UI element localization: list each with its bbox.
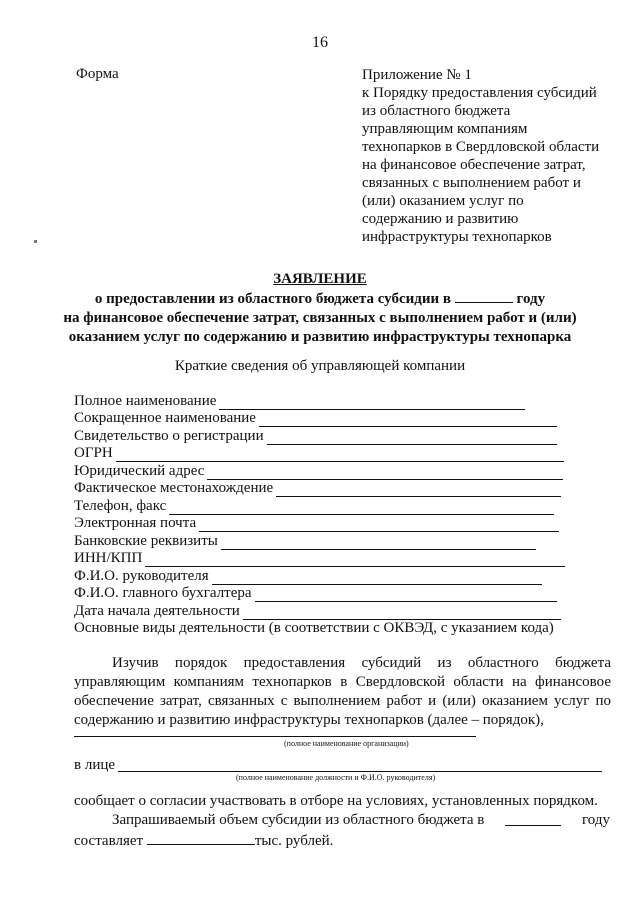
field-label: Свидетельство о регистрации [74,427,264,444]
field-phone-fax [74,497,574,515]
page-number: 16 [312,34,328,51]
field-line[interactable] [267,432,557,445]
field-main-activities [74,620,574,638]
company-info-fields [74,392,574,637]
field-bank-details [74,532,574,550]
field-line[interactable] [221,537,536,550]
request-line-2 [74,831,333,850]
field-legal-address [74,462,574,480]
field-label: Ф.И.О. руководителя [74,567,209,584]
request-line-1-text: Запрашиваемый объем субсидии из областного бюджета в [112,812,485,828]
appendix-line: к Порядку предоставления субсидий [362,85,597,101]
field-label: Сокращенное наименование [74,410,256,426]
field-inn-kpp [74,550,574,568]
field-ogrn [74,445,574,463]
request-line-2-text: составляет [74,833,144,849]
heading-line-3: оказанием услуг по содержанию и развитию инфраструктуры технопарка [68,329,572,345]
heading-line-2: на финансовое обеспечение затрат, связанных с выполнением работ и (или) [63,310,577,326]
field-line[interactable] [116,449,564,462]
field-line[interactable] [199,519,559,532]
appendix-line: из областного бюджета [362,103,511,119]
field-registration-certificate [74,427,574,445]
field-label: ИНН/КПП [74,550,143,566]
field-line[interactable] [243,607,561,620]
appendix-line: на финансовое обеспечение затрат, [362,157,586,173]
request-year-blank[interactable] [505,812,561,826]
company-info-heading: Краткие сведения об управляющей компании [174,358,466,374]
heading-line-1 [0,289,640,309]
appendix-line: технопарков в Свердловской области [362,139,600,155]
request-amount-blank[interactable] [147,831,255,845]
field-director-name [74,567,574,585]
request-line-1 [112,812,610,829]
field-start-date [74,602,574,620]
appendix-line: (или) оказанием услуг по [362,193,524,209]
document-title: ЗАЯВЛЕНИЕ [273,271,367,287]
field-line[interactable] [207,467,563,480]
appendix-line: связанных с выполнением работ и [362,175,581,191]
request-line-2-unit: тыс. рублей. [254,833,334,849]
field-accountant-name [74,585,574,603]
field-label: Дата начала деятельности [74,602,240,619]
field-line[interactable] [259,414,557,427]
heading-line-1-year: году [516,291,546,307]
field-line[interactable] [255,589,557,602]
organization-name-caption: (полное наименование организации) [284,739,409,748]
scan-mark [34,240,37,243]
field-label: Электронная почта [74,515,197,531]
field-label: Основные виды деятельности (в соответствии с ОКВЭД, с указанием кода) [74,620,554,636]
field-label: Телефон, факс [74,497,167,514]
field-full-name [74,392,574,410]
request-line-1-year: году [582,812,610,828]
field-label: Полное наименование [74,392,217,409]
document-heading [0,270,640,347]
appendix-line: содержанию и развитию [362,211,519,227]
consent-line: сообщает о согласии участвовать в отборе на условиях, установленных порядком. [74,793,598,809]
appendix-line: управляющим компаниям [362,121,528,137]
appendix-line: инфраструктуры технопарков [362,229,552,245]
field-label: ОГРН [74,445,113,461]
field-line[interactable] [169,502,554,515]
field-line[interactable] [276,484,561,497]
year-blank[interactable] [455,289,513,303]
field-line[interactable] [219,397,525,410]
appendix-block [362,66,599,246]
in-person-label: в лице [74,757,116,773]
field-email [74,515,574,533]
study-paragraph [74,654,611,730]
field-line[interactable] [145,554,565,567]
field-line[interactable] [212,572,542,585]
director-caption: (полное наименование должности и Ф.И.О. руководителя) [236,773,436,782]
field-label: Фактическое местонахождение [74,480,274,496]
field-actual-location [74,480,574,498]
appendix-line: Приложение № 1 [362,67,472,83]
field-label: Банковские реквизиты [74,532,218,549]
study-paragraph-text: Изучив порядок предоставления субсидий из областного бюджета управляющим компаниям технопарков в Свердловской области на финансовое обеспечение затрат, связанных с выполнением работ и (или) оказанием услуг по содержанию и развитию инфраструктуры технопарков (далее – порядок), [74,655,611,728]
form-label: Форма [76,66,119,82]
field-label: Ф.И.О. главного бухгалтера [74,585,252,601]
director-line[interactable] [118,771,602,772]
field-short-name [74,410,574,428]
organization-name-line[interactable] [74,736,476,737]
heading-line-1-text: о предоставлении из областного бюджета субсидии в [94,291,451,307]
field-label: Юридический адрес [74,462,205,479]
